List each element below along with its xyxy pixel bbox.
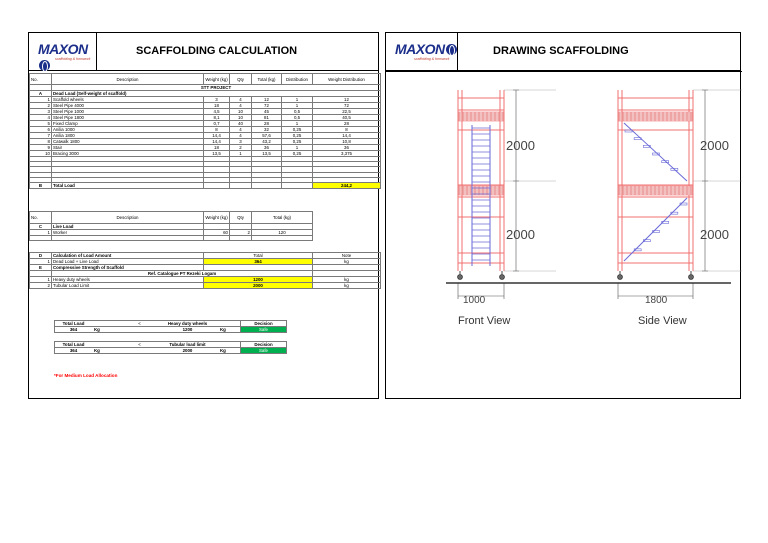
cell-no: 9: [30, 145, 52, 151]
logo-text: MAXON: [395, 41, 445, 57]
wheel-icon: [618, 275, 623, 280]
section-id: E: [30, 265, 52, 271]
logo-tagline: scaffolding & formwork: [55, 57, 91, 61]
cell-total: 36: [252, 145, 282, 151]
cell-weight: 13,5: [204, 151, 230, 157]
check-unit: Kg: [93, 348, 123, 354]
load-allocation-note: *For Medium Load Allocation: [54, 373, 118, 378]
cell-wdist: 72: [313, 103, 381, 109]
col-no: No.: [30, 74, 52, 85]
cell-wdist: 28: [313, 121, 381, 127]
check-limit-value: 1200: [157, 327, 219, 333]
cell-no: 4: [30, 115, 52, 121]
cell-total: 57,6: [252, 133, 282, 139]
check-unit: Kg: [219, 348, 241, 354]
front-view-label: Front View: [458, 315, 511, 327]
cell-qty: 4: [230, 133, 252, 139]
cell-wdist: 40,5: [313, 115, 381, 121]
table-row: [30, 283, 381, 289]
wheel-icon: [500, 275, 505, 280]
cell-wdist: 22,5: [313, 109, 381, 115]
section-id: A: [30, 91, 52, 97]
check-decision-header: Decision: [241, 342, 287, 348]
side-view-label: Side View: [638, 315, 687, 327]
side-view-drawing: [618, 90, 743, 299]
cell-total: 32: [252, 127, 282, 133]
cell-total: 28: [252, 121, 282, 127]
project-name: STT PROJECT: [52, 85, 381, 91]
cell-wdist: 36: [313, 145, 381, 151]
cell-total: 13,5: [252, 151, 282, 157]
row-note: kg: [313, 283, 381, 289]
check-limit-header: Heavy duty wheels: [157, 321, 219, 327]
section-label: Dead Load (Self-weight of scaffold): [52, 91, 381, 97]
col-weight: Weight (kg): [204, 212, 230, 224]
cell-qty: 10: [230, 115, 252, 121]
row-desc: Dead Load + Live Load: [52, 259, 204, 265]
cell-desc: Scaffold wheels: [52, 97, 204, 103]
cell-dist: 0,25: [282, 127, 313, 133]
wheel-icon: [458, 275, 463, 280]
row-no: 2: [30, 283, 52, 289]
cell-weight: 14,4: [204, 133, 230, 139]
check-total-header: Total Load: [55, 321, 93, 327]
cell-dist: 1: [282, 97, 313, 103]
wheel-icon: [689, 275, 694, 280]
cell-wdist: 14,4: [313, 133, 381, 139]
cell-qty: 3: [230, 139, 252, 145]
section-label: Calculation of Load Amount: [52, 253, 204, 259]
front-view-drawing: [458, 90, 557, 299]
cell-total: 45: [252, 109, 282, 115]
side-dim-width: 1800: [645, 295, 668, 306]
cell-weight: 8,1: [204, 115, 230, 121]
check-operator: <: [123, 342, 157, 348]
cell-no: 10: [30, 151, 52, 157]
section-label: Compressive Strength of Scaffold: [52, 265, 204, 271]
cell-qty: 4: [230, 103, 252, 109]
col-distribution: Distribution: [282, 74, 313, 85]
cell-dist: 0,25: [282, 151, 313, 157]
cell-desc: Catwalk 1800: [52, 139, 204, 145]
col-weight: Weight (kg): [204, 74, 230, 85]
logo-tagline: scaffolding & formwork: [414, 57, 450, 61]
decision-safe-badge: Safe: [241, 327, 287, 333]
cell-qty: 1: [230, 151, 252, 157]
col-note: Note: [313, 253, 381, 259]
cell-dist: 0,25: [282, 133, 313, 139]
col-total: Total (kg): [252, 74, 282, 85]
cell-qty: 2: [230, 145, 252, 151]
section-label: Live Load: [52, 224, 204, 230]
cell-no: 6: [30, 127, 52, 133]
side-dim-lower: 2000: [700, 227, 729, 242]
section-id: C: [30, 224, 52, 230]
cell-qty: 40: [230, 121, 252, 127]
cell-desc: Steel Pipe 1800: [52, 115, 204, 121]
calculation-sheet: [28, 32, 379, 399]
front-dim-upper: 2000: [506, 138, 535, 153]
row-no: 1: [30, 277, 52, 283]
col-description: Description: [52, 212, 204, 224]
row-no: 1: [30, 230, 52, 236]
section-id: B: [30, 182, 52, 188]
check-wheels-table: [54, 320, 287, 333]
cell-desc: Steel Pipe 1000: [52, 109, 204, 115]
check-decision-header: Decision: [241, 321, 287, 327]
cell-weight: 18: [204, 103, 230, 109]
cell-desc: Bracing 3000: [52, 151, 204, 157]
cell-no: 8: [30, 139, 52, 145]
cell-no: 7: [30, 133, 52, 139]
front-dim-width: 1000: [463, 295, 486, 306]
wheel-capacity-value: 1200: [204, 277, 313, 283]
row-weight: 60: [204, 230, 230, 236]
check-tubular-table: [54, 341, 287, 354]
drawing-sheet: [385, 32, 741, 399]
cell-weight: 18: [204, 145, 230, 151]
cell-desc: Stair: [52, 145, 204, 151]
cell-dist: 1: [282, 103, 313, 109]
decision-safe-badge: Safe: [241, 348, 287, 354]
side-dim-upper: 2000: [700, 138, 729, 153]
total-load-value: 244,2: [313, 182, 381, 188]
logo-box: [29, 33, 97, 71]
cell-dist: 0,5: [282, 109, 313, 115]
row-desc: Worker: [52, 230, 204, 236]
cell-dist: 0,5: [282, 115, 313, 121]
cell-dist: 0,25: [282, 139, 313, 145]
total-load-row: [30, 182, 381, 188]
catalogue-reference: Ref. Catalogue PT Rezeki Logam: [52, 271, 313, 277]
col-weight-distribution: Weight Distribution: [313, 74, 381, 85]
cell-total: 81: [252, 115, 282, 121]
check-total-header: Total Load: [55, 342, 93, 348]
col-total: Total (kg): [252, 212, 313, 224]
cell-desc: Steel Pipe 4000: [52, 103, 204, 109]
row-note: kg: [313, 277, 381, 283]
check-total-value: 364: [55, 348, 93, 354]
check-operator: <: [123, 321, 157, 327]
cell-wdist: 3,375: [313, 151, 381, 157]
row-no: 1: [30, 259, 52, 265]
cell-no: 1: [30, 97, 52, 103]
cell-qty: 4: [230, 127, 252, 133]
check-limit-header: Tubular load limit: [157, 342, 219, 348]
dead-load-table: [29, 73, 381, 189]
stair-stringer: [624, 198, 687, 261]
live-load-table: [29, 211, 381, 241]
row-qty: 2: [230, 230, 252, 236]
cell-weight: 8: [204, 127, 230, 133]
cell-wdist: 8: [313, 127, 381, 133]
check-total-value: 364: [55, 327, 93, 333]
cell-dist: 1: [282, 121, 313, 127]
cell-wdist: 10,8: [313, 139, 381, 145]
page-title: DRAWING SCAFFOLDING: [493, 45, 629, 57]
cell-no: 2: [30, 103, 52, 109]
cell-desc: Anilia 1800: [52, 133, 204, 139]
page-title: SCAFFOLDING CALCULATION: [136, 45, 298, 57]
col-qty: Qty: [230, 74, 252, 85]
row-total: 120: [252, 230, 313, 236]
cell-dist: 1: [282, 145, 313, 151]
cell-no: 5: [30, 121, 52, 127]
cell-weight: 14,4: [204, 139, 230, 145]
cell-desc: Anilia 1000: [52, 127, 204, 133]
col-description: Description: [52, 74, 204, 85]
row-desc: Heavy duty wheels: [52, 277, 204, 283]
check-unit: Kg: [93, 327, 123, 333]
tubular-capacity-value: 2000: [204, 283, 313, 289]
check-limit-value: 2000: [157, 348, 219, 354]
row-desc: Tubular Load Limit: [52, 283, 204, 289]
cell-total: 43,2: [252, 139, 282, 145]
col-qty: Qty: [230, 212, 252, 224]
table-header-row: [30, 74, 381, 85]
scaffold-drawing: [386, 33, 742, 400]
cell-qty: 4: [230, 97, 252, 103]
cell-weight: 3: [204, 97, 230, 103]
cell-desc: Fixed Clamp: [52, 121, 204, 127]
cell-total: 12: [252, 97, 282, 103]
col-no: No.: [30, 212, 52, 224]
cell-qty: 10: [230, 109, 252, 115]
cell-no: 3: [30, 109, 52, 115]
stair-stringer: [624, 123, 687, 181]
globe-icon: [39, 60, 50, 71]
calculation-header: [29, 33, 378, 71]
col-total: Total: [204, 253, 313, 259]
row-note: kg: [313, 259, 381, 265]
combined-load-value: 364: [204, 259, 313, 265]
calculation-table: [29, 252, 381, 289]
total-load-label: Total Load: [52, 182, 204, 188]
stair-tread: [634, 138, 641, 140]
cell-weight: 0,7: [204, 121, 230, 127]
logo-text: MAXON: [38, 41, 88, 57]
cell-total: 72: [252, 103, 282, 109]
check-unit: Kg: [219, 327, 241, 333]
cell-weight: 4,5: [204, 109, 230, 115]
section-id: D: [30, 253, 52, 259]
front-dim-lower: 2000: [506, 227, 535, 242]
cell-wdist: 12: [313, 97, 381, 103]
